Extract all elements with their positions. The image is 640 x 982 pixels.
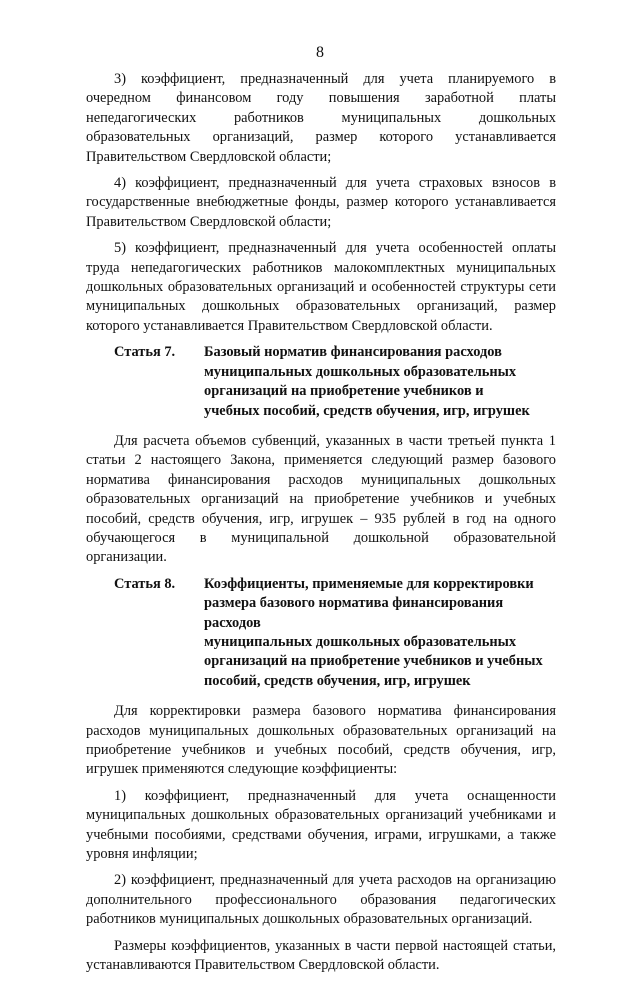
article-7-title xyxy=(204,343,556,421)
article-8-label: Статья 8. xyxy=(114,575,176,592)
article-8-intro: Для корректировки размера базового норматива финансирования расходов муниципальных дошкольных образовательных организаций на приобретение учебников и учебных пособий, средств обучения, игр, игрушек применяются следующие коэффициенты: xyxy=(86,703,556,778)
article-8-title-line: Коэффициенты, применяемые для корректировки xyxy=(204,575,534,592)
paragraph-item-3: 3) коэффициент, предназначенный для учета планируемого в очередном финансовом году повышения заработной платы непедагогических работников муниципальных дошкольных образовательных организаций, размер которого устанавливается Правительством Свердловской области; xyxy=(86,71,556,165)
article-8-closing: Размеры коэффициентов, указанных в части первой настоящей статьи, устанавливаются Правительством Свердловской области. xyxy=(86,937,556,974)
article-8-title xyxy=(204,575,556,691)
document-body xyxy=(86,70,556,982)
paragraph-item-4: 4) коэффициент, предназначенный для учета страховых взносов в государственные внебюджетные фонды, размер которого устанавливается Правительством Свердловской области; xyxy=(86,175,556,230)
article-7-title-line: организаций на приобретение учебников и xyxy=(204,383,484,400)
article-7-title-line: муниципальных дошкольных образовательных xyxy=(204,363,517,380)
paragraph-item-5: 5) коэффициент, предназначенный для учета особенностей оплаты труда непедагогических работников малокомплектных муниципальных дошкольных образовательных организаций и особенностей структуры сети муниципальных дошкольных образовательных организаций, размер которого устанавливается Правительством Свердловской области. xyxy=(86,240,556,334)
article-7-title-line: учебных пособий, средств обучения, игр, игрушек xyxy=(204,402,530,419)
article-8-item-1: 1) коэффициент, предназначенный для учета оснащенности муниципальных дошкольных образовательных организаций учебниками и учебными пособиями, средствами обучения, играми, игрушками, а также уровня инфляции; xyxy=(86,787,556,863)
article-8-item-2: 2) коэффициент, предназначенный для учета расходов на организацию дополнительного профессионального образования педагогических работников муниципальных дошкольных образовательных организаций. xyxy=(86,872,556,928)
page-number: 8 xyxy=(316,44,324,61)
article-7-label: Статья 7. xyxy=(114,344,176,361)
article-7-text: Для расчета объемов субвенций, указанных в части третьей пункта 1 статьи 2 настоящего Закона, применяется следующий размер базового норматива финансирования расходов муниципальных дошкольных образовательных организаций на приобретение учебников и учебных пособий, средств обучения, игр, игрушек – 935 рублей в год на одного обучающегося в муниципальной дошкольной образовательной организации. xyxy=(86,432,556,566)
article-8-title-line: муниципальных дошкольных образовательных xyxy=(204,633,517,650)
article-7-title-line: Базовый норматив финансирования расходов xyxy=(204,344,502,361)
article-8-title-line: организаций на приобретение учебников и учебных xyxy=(204,653,543,670)
article-7-heading xyxy=(86,343,556,421)
article-8-heading xyxy=(86,575,556,691)
article-8-title-line: пособий, средств обучения, игр, игрушек xyxy=(204,672,471,689)
article-8-title-line: размера базового норматива финансирования расходов xyxy=(204,595,504,631)
